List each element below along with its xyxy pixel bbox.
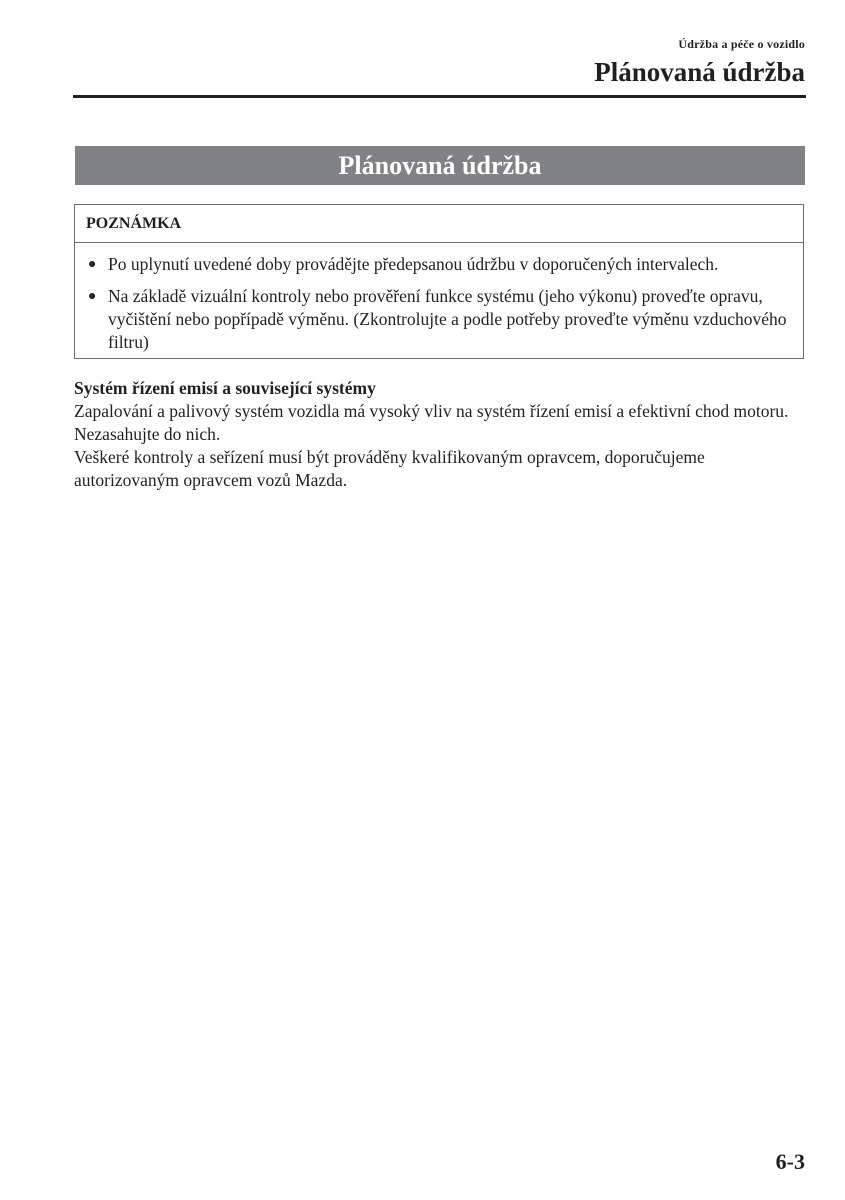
note-list (75, 253, 803, 354)
body-paragraph: Veškeré kontroly a seřízení musí být prováděny kvalifikovaným opravcem, doporučujeme autorizovaným opravcem vozů Mazda. (74, 447, 705, 490)
page-header-title: Plánovaná údržba (594, 57, 805, 87)
chapter-header: Údržba a péče o vozidlo (678, 37, 805, 51)
note-item (75, 285, 803, 354)
header-divider (73, 95, 806, 98)
page-number: 6-3 (775, 1149, 805, 1174)
body-paragraph: Zapalování a palivový systém vozidla má vysoký vliv na systém řízení emisí a efektivní chod motoru. Nezasahujte do nich. (74, 401, 789, 444)
note-item (75, 253, 803, 276)
body-text-block (74, 377, 809, 492)
note-box (74, 204, 804, 359)
bullet-icon: ● (88, 257, 97, 272)
note-item-text: Po uplynutí uvedené doby provádějte předepsanou údržbu v doporučených intervalech. (108, 254, 719, 274)
body-subheading: Systém řízení emisí a související systémy (74, 378, 376, 398)
note-item-text: Na základě vizuální kontroly nebo prověření funkce systému (jeho výkonu) proveďte opravu, vyčištění nebo popřípadě výměnu. (Zkontrolujte a podle potřeby proveďte výměnu vzduchového filtru) (108, 286, 787, 352)
note-heading: POZNÁMKA (75, 205, 803, 243)
bullet-icon: ● (88, 289, 97, 304)
section-title-banner: Plánovaná údržba (75, 146, 805, 185)
